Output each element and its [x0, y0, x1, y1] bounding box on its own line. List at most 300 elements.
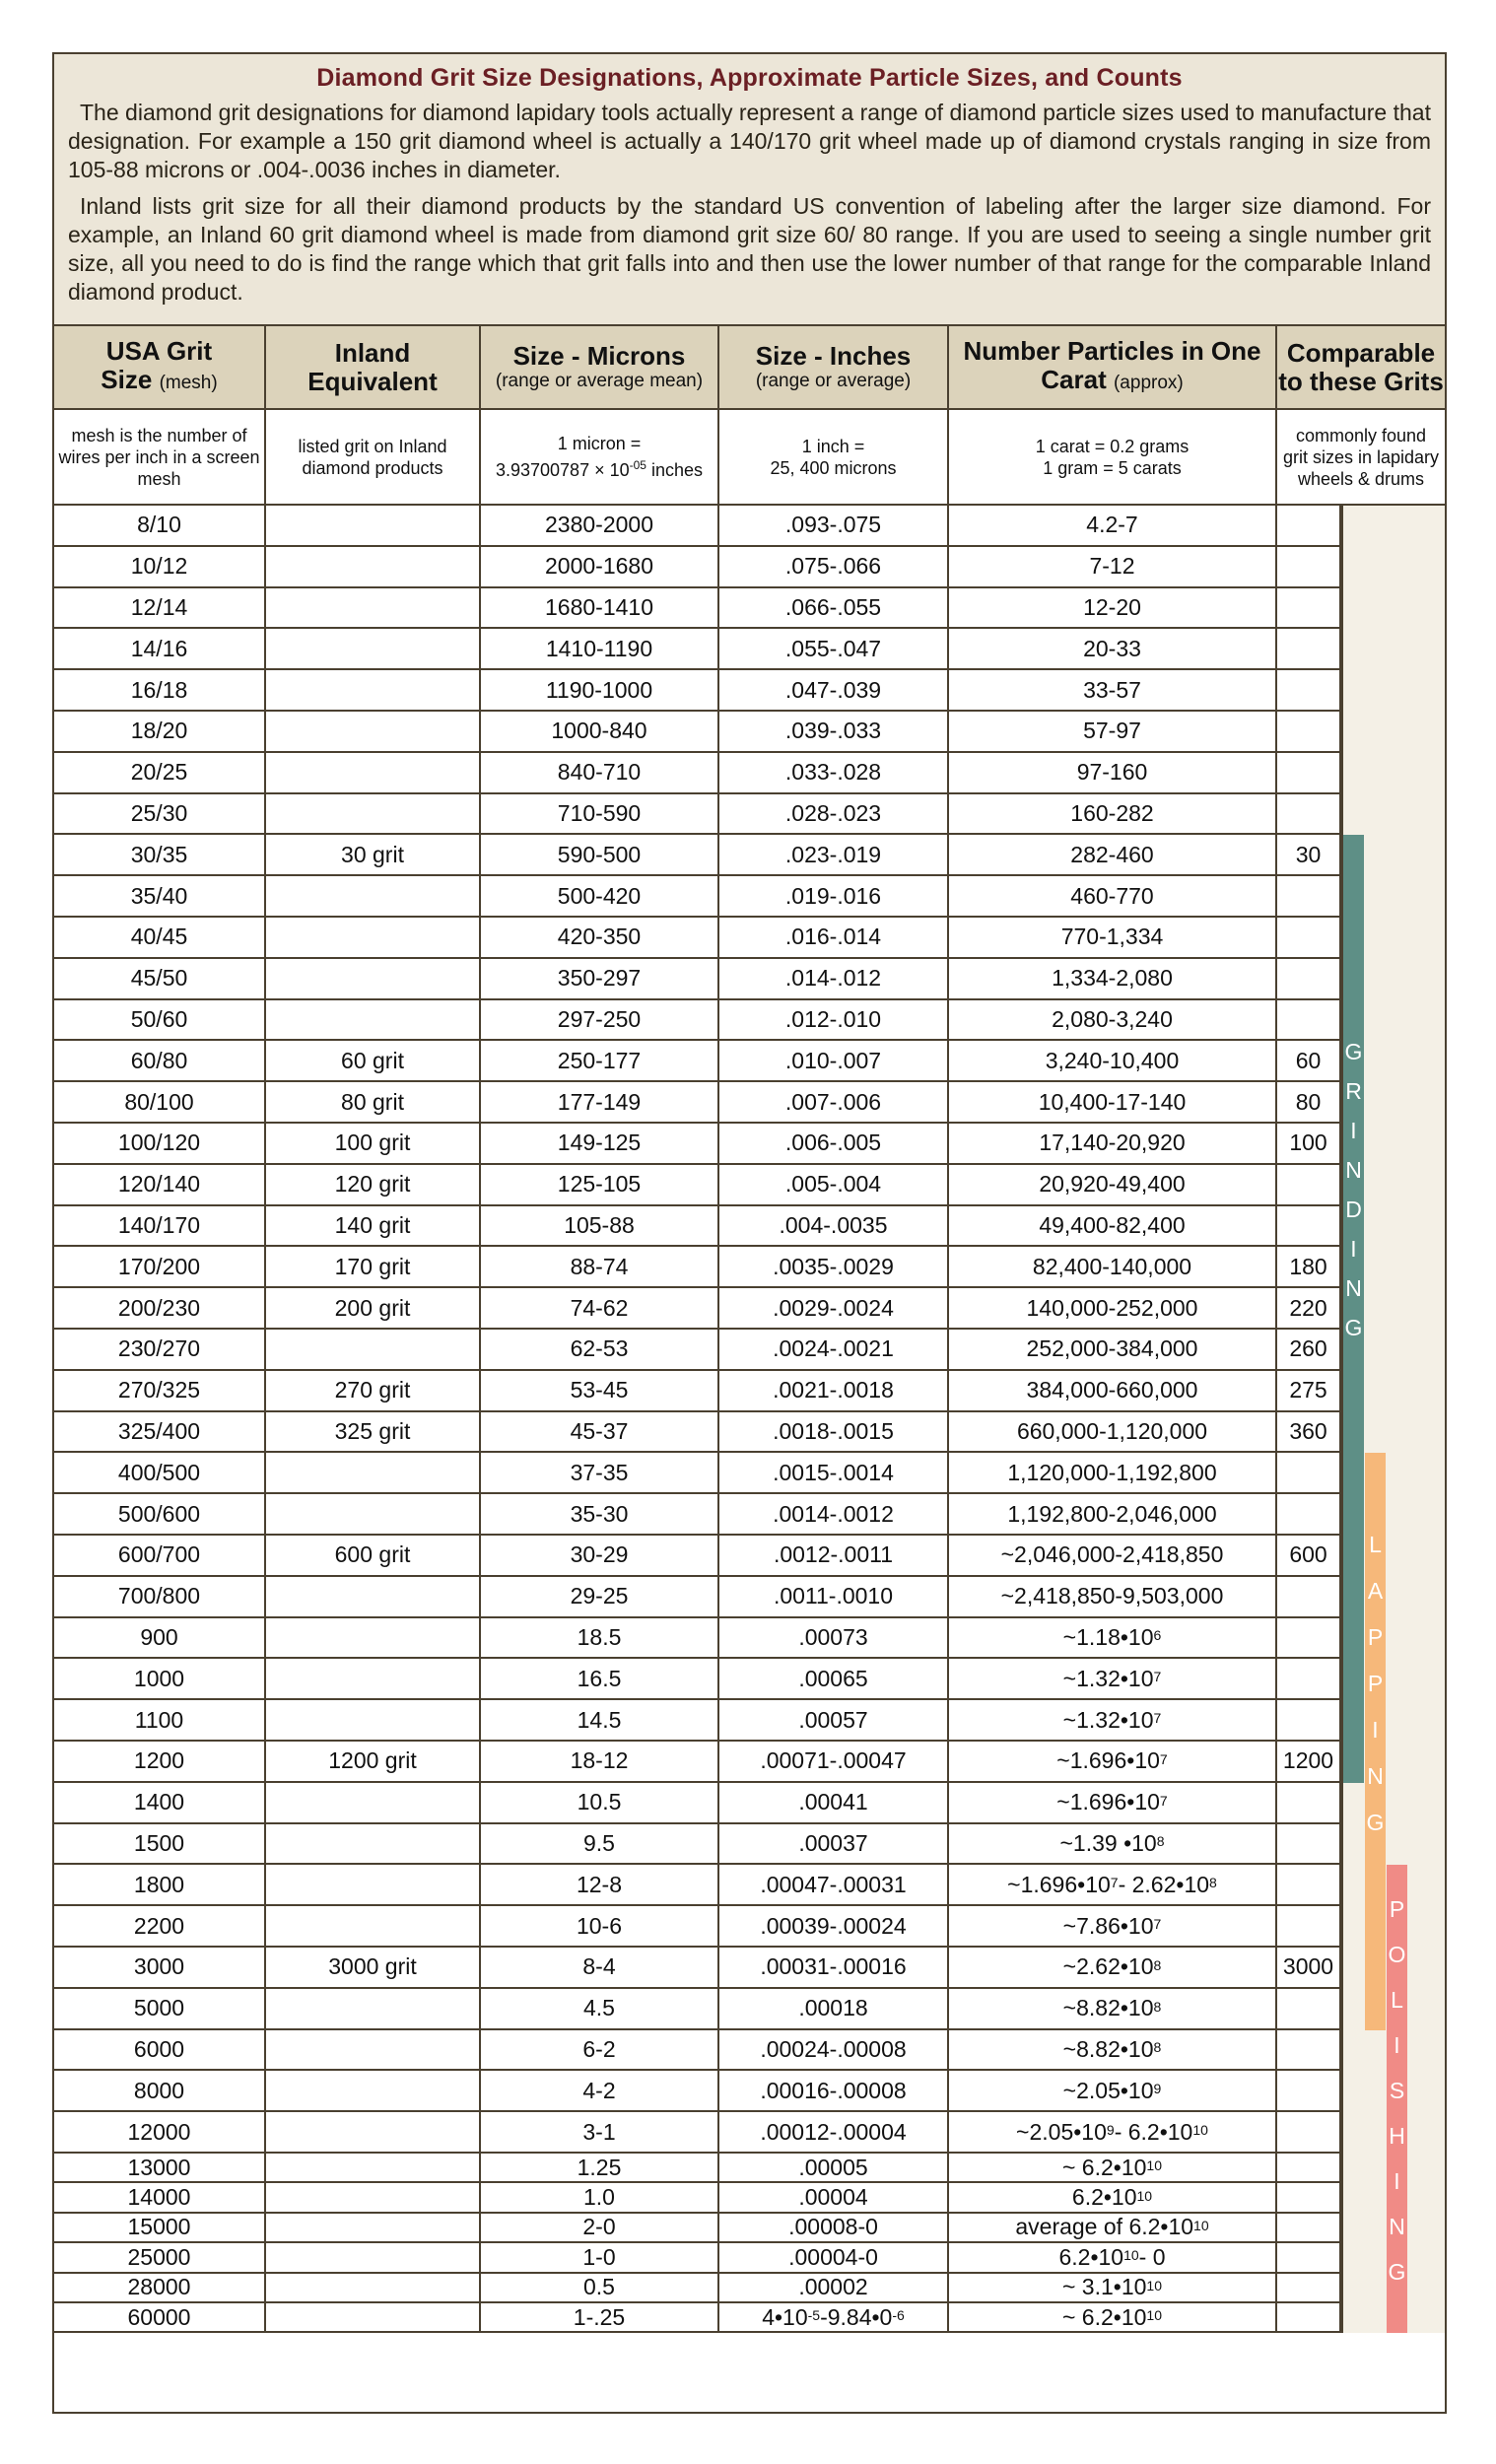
- header-inland-title: Inland: [334, 337, 411, 368]
- table-row: [54, 1700, 1445, 1742]
- microns-cell: 74-62: [481, 1288, 719, 1328]
- table-row: [54, 1330, 1445, 1371]
- comparable-cell: 3000: [1277, 1948, 1341, 1987]
- microns-cell: 297-250: [481, 1000, 719, 1040]
- polishing-band-letter: O: [1388, 1942, 1406, 1968]
- table-row: [54, 1247, 1445, 1288]
- lapping-band-letter: P: [1367, 1671, 1384, 1697]
- inches-cell: .0014-.0012: [719, 1494, 949, 1534]
- microns-cell: 1000-840: [481, 712, 719, 751]
- particles-cell: ~1.696•10 $^7$ - 2.62•10 $^8$: [949, 1865, 1277, 1904]
- inland-cell: [266, 547, 481, 586]
- header-particles-title2: Carat: [1041, 365, 1107, 394]
- inches-cell: .00024-.00008: [719, 2030, 949, 2070]
- intro-paragraph-2: Inland lists grit size for all their diamond products by the standard US convention of labeling after the larger size diamond. For example, an Inland 60 grit diamond wheel is made from diamond grit size 60/ 80 range. If you are used to seeing a single number grit size, all you need to do is find the range which that grit falls into and then use the lower number of that range for the comparable Inland diamond product.: [68, 193, 1431, 305]
- grit-cell: 35/40: [54, 876, 266, 916]
- header-inland-title2: Equivalent: [307, 366, 438, 396]
- particles-cell: average of 6.2•10 $^{10}$: [949, 2214, 1277, 2241]
- comparable-cell: 220: [1277, 1288, 1341, 1328]
- microns-cell: 840-710: [481, 753, 719, 792]
- grit-cell: 25000: [54, 2243, 266, 2271]
- inland-cell: 600 grit: [266, 1536, 481, 1575]
- grit-cell: 80/100: [54, 1082, 266, 1122]
- inches-cell: .023-.019: [719, 835, 949, 874]
- inland-cell: 30 grit: [266, 835, 481, 874]
- particles-cell: ~2.05•10 $^9$: [949, 2071, 1277, 2110]
- inches-cell: .00016-.00008: [719, 2071, 949, 2110]
- microns-cell: 105-88: [481, 1206, 719, 1246]
- particles-cell: ~1.39 •10 $^8$: [949, 1824, 1277, 1864]
- inches-cell: .010-.007: [719, 1041, 949, 1080]
- particles-cell: 82,400-140,000: [949, 1247, 1277, 1286]
- header-particles: [949, 326, 1277, 408]
- comparable-cell: 60: [1277, 1041, 1341, 1080]
- microns-cell: 0.5: [481, 2274, 719, 2301]
- particles-cell: 252,000-384,000: [949, 1330, 1277, 1369]
- microns-cell: 350-297: [481, 959, 719, 998]
- grinding-band-letter: R: [1345, 1078, 1362, 1105]
- inches-cell: .014-.012: [719, 959, 949, 998]
- table-row: [54, 876, 1445, 918]
- table-row: [54, 959, 1445, 1000]
- table-row: [54, 629, 1445, 670]
- table-header: [54, 326, 1445, 410]
- particles-cell: ~1.18•10 $^6$: [949, 1618, 1277, 1658]
- inches-cell: .005-.004: [719, 1165, 949, 1204]
- particles-cell: 6.2•10 $^{10}$: [949, 2183, 1277, 2211]
- lapping-band-letter: L: [1369, 1532, 1382, 1558]
- comparable-cell: [1277, 918, 1341, 957]
- polishing-band-letter: G: [1388, 2259, 1406, 2286]
- inches-cell: .00071-.00047: [719, 1742, 949, 1781]
- table-row: [54, 1082, 1445, 1124]
- microns-cell: 590-500: [481, 835, 719, 874]
- particles-cell: ~2,418,850-9,503,000: [949, 1577, 1277, 1616]
- inland-cell: [266, 1700, 481, 1740]
- inches-cell: .0015-.0014: [719, 1453, 949, 1492]
- grit-cell: 60000: [54, 2303, 266, 2331]
- comparable-cell: [1277, 1618, 1341, 1658]
- polishing-band-letter: S: [1389, 2078, 1405, 2104]
- microns-cell: 2000-1680: [481, 547, 719, 586]
- inland-cell: [266, 1000, 481, 1040]
- inland-cell: 80 grit: [266, 1082, 481, 1122]
- inches-cell: .028-.023: [719, 794, 949, 834]
- particles-cell: ~1.32•10 $^7$: [949, 1700, 1277, 1740]
- inland-cell: 270 grit: [266, 1371, 481, 1410]
- grinding-band-letter: G: [1344, 1039, 1363, 1065]
- microns-cell: 2380-2000: [481, 506, 719, 545]
- particles-cell: 2,080-3,240: [949, 1000, 1277, 1040]
- microns-cell: 177-149: [481, 1082, 719, 1122]
- microns-cell: 500-420: [481, 876, 719, 916]
- comparable-cell: [1277, 753, 1341, 792]
- table-row: [54, 1865, 1445, 1906]
- inland-cell: [266, 670, 481, 710]
- comparable-cell: [1277, 712, 1341, 751]
- inches-cell: .0035-.0029: [719, 1247, 949, 1286]
- microns-cell: 2-0: [481, 2214, 719, 2241]
- microns-cell: 1.25: [481, 2154, 719, 2181]
- grit-cell: 100/120: [54, 1124, 266, 1163]
- inches-cell: .00002: [719, 2274, 949, 2301]
- table-row: [54, 1536, 1445, 1577]
- subheader-inches-line1: 1 inch =: [801, 436, 865, 456]
- header-microns-sub: (range or average mean): [495, 371, 704, 391]
- page-title: Diamond Grit Size Designations, Approximate Particle Sizes, and Counts: [316, 64, 1183, 92]
- table-row: [54, 835, 1445, 876]
- inland-cell: [266, 2243, 481, 2271]
- microns-cell: 29-25: [481, 1577, 719, 1616]
- comparable-cell: 1200: [1277, 1742, 1341, 1781]
- grit-cell: 45/50: [54, 959, 266, 998]
- particles-cell: 384,000-660,000: [949, 1371, 1277, 1410]
- comparable-cell: 180: [1277, 1247, 1341, 1286]
- inland-cell: [266, 712, 481, 751]
- microns-cell: 8-4: [481, 1948, 719, 1987]
- inches-cell: .00012-.00004: [719, 2112, 949, 2152]
- grit-cell: 14000: [54, 2183, 266, 2211]
- comparable-cell: 360: [1277, 1412, 1341, 1452]
- table-row: [54, 2214, 1445, 2243]
- inches-cell: .055-.047: [719, 629, 949, 668]
- comparable-cell: 30: [1277, 835, 1341, 874]
- comparable-cell: [1277, 588, 1341, 628]
- header-usa-grit-title: USA Grit: [105, 336, 213, 366]
- inland-cell: [266, 2112, 481, 2152]
- grit-cell: 600/700: [54, 1536, 266, 1575]
- particles-cell: 3,240-10,400: [949, 1041, 1277, 1080]
- particles-cell: 282-460: [949, 835, 1277, 874]
- inches-cell: .00041: [719, 1783, 949, 1822]
- grit-cell: 30/35: [54, 835, 266, 874]
- particles-cell: 33-57: [949, 670, 1277, 710]
- grit-cell: 700/800: [54, 1577, 266, 1616]
- polishing-band-letter: L: [1391, 1987, 1403, 2014]
- inches-cell: .039-.033: [719, 712, 949, 751]
- inches-cell: .00065: [719, 1659, 949, 1698]
- table-row: [54, 2071, 1445, 2112]
- header-inland: [266, 326, 481, 408]
- particles-cell: 7-12: [949, 547, 1277, 586]
- microns-cell: 12-8: [481, 1865, 719, 1904]
- microns-cell: 10.5: [481, 1783, 719, 1822]
- particles-cell: ~8.82•10 $^8$: [949, 1989, 1277, 2028]
- inland-cell: [266, 1494, 481, 1534]
- comparable-cell: 260: [1277, 1330, 1341, 1369]
- microns-cell: 45-37: [481, 1412, 719, 1452]
- table-row: [54, 2112, 1445, 2154]
- table-row: [54, 1783, 1445, 1824]
- table-row: [54, 506, 1445, 547]
- microns-cell: 53-45: [481, 1371, 719, 1410]
- subheader-carat-line2: 1 gram = 5 carats: [1043, 457, 1182, 478]
- grit-cell: 20/25: [54, 753, 266, 792]
- microns-cell: 88-74: [481, 1247, 719, 1286]
- grit-cell: 14/16: [54, 629, 266, 668]
- comparable-cell: [1277, 1165, 1341, 1204]
- comparable-cell: [1277, 2303, 1341, 2331]
- microns-cell: 1410-1190: [481, 629, 719, 668]
- inland-cell: [266, 959, 481, 998]
- inches-cell: .019-.016: [719, 876, 949, 916]
- microns-cell: 3-1: [481, 2112, 719, 2152]
- table-row: [54, 2303, 1445, 2333]
- subheader-microns-line2: 3.93700787 × 10: [495, 460, 630, 480]
- inland-cell: [266, 2154, 481, 2181]
- grinding-band-letter: N: [1345, 1275, 1362, 1302]
- particles-cell: 20-33: [949, 629, 1277, 668]
- inches-cell: .0021-.0018: [719, 1371, 949, 1410]
- microns-cell: 4-2: [481, 2071, 719, 2110]
- comparable-cell: [1277, 1659, 1341, 1698]
- comparable-cell: [1277, 1989, 1341, 2028]
- comparable-cell: [1277, 794, 1341, 834]
- lapping-band-letter: A: [1367, 1578, 1384, 1605]
- inches-cell: .00004-0: [719, 2243, 949, 2271]
- table-row: [54, 1041, 1445, 1082]
- table-subheader: [54, 410, 1445, 506]
- header-particles-sub: (approx): [1113, 373, 1184, 393]
- polishing-band-letter: H: [1389, 2123, 1405, 2150]
- header-inches-title: Size - Inches: [755, 341, 912, 371]
- microns-cell: 37-35: [481, 1453, 719, 1492]
- inches-cell: .00073: [719, 1618, 949, 1658]
- table-row: [54, 1906, 1445, 1948]
- inches-cell: .012-.010: [719, 1000, 949, 1040]
- microns-cell: 1190-1000: [481, 670, 719, 710]
- comparable-cell: [1277, 2030, 1341, 2070]
- inland-cell: [266, 2071, 481, 2110]
- grit-cell: 230/270: [54, 1330, 266, 1369]
- inches-cell: .006-.005: [719, 1124, 949, 1163]
- grit-cell: 1800: [54, 1865, 266, 1904]
- grit-cell: 12/14: [54, 588, 266, 628]
- grit-cell: 500/600: [54, 1494, 266, 1534]
- inches-cell: .016-.014: [719, 918, 949, 957]
- microns-cell: 1-.25: [481, 2303, 719, 2331]
- table-row: [54, 1412, 1445, 1454]
- inches-cell: .0012-.0011: [719, 1536, 949, 1575]
- inches-cell: .00018: [719, 1989, 949, 2028]
- comparable-cell: [1277, 1000, 1341, 1040]
- subheader-inland: listed grit on Inland diamond products: [266, 410, 481, 504]
- inland-cell: [266, 918, 481, 957]
- table-row: [54, 1165, 1445, 1206]
- microns-cell: 14.5: [481, 1700, 719, 1740]
- grit-cell: 15000: [54, 2214, 266, 2241]
- microns-cell: 1-0: [481, 2243, 719, 2271]
- inland-cell: [266, 1330, 481, 1369]
- inches-cell: .066-.055: [719, 588, 949, 628]
- particles-cell: 1,334-2,080: [949, 959, 1277, 998]
- particles-cell: 770-1,334: [949, 918, 1277, 957]
- subheader-inches-line2: 25, 400 microns: [770, 457, 897, 478]
- particles-cell: ~7.86•10 $^7$: [949, 1906, 1277, 1946]
- comparable-cell: [1277, 2112, 1341, 2152]
- comparable-cell: [1277, 959, 1341, 998]
- particles-cell: ~8.82•10 $^8$: [949, 2030, 1277, 2070]
- inland-cell: 100 grit: [266, 1124, 481, 1163]
- inland-cell: [266, 2274, 481, 2301]
- table-row: [54, 1948, 1445, 1989]
- grit-table-sheet: [52, 52, 1447, 2414]
- grinding-band-letter: D: [1345, 1197, 1362, 1223]
- particles-cell: 10,400-17-140: [949, 1082, 1277, 1122]
- comparable-cell: [1277, 1700, 1341, 1740]
- inland-cell: [266, 876, 481, 916]
- intro-paragraph-1: The diamond grit designations for diamond lapidary tools actually represent a range of diamond particle sizes used to manufacture that designation. For example a 150 grit diamond wheel is actually a 140/170 grit wheel made up of diamond crystals ranging in size from 105-88 microns or .004-.0036 inches in diameter.: [68, 100, 1431, 182]
- header-inches: [719, 326, 949, 408]
- particles-cell: 12-20: [949, 588, 1277, 628]
- table-row: [54, 1659, 1445, 1700]
- header-usa-grit-sub: (mesh): [159, 373, 218, 393]
- inland-cell: 60 grit: [266, 1041, 481, 1080]
- inland-cell: [266, 588, 481, 628]
- comparable-cell: 100: [1277, 1124, 1341, 1163]
- microns-cell: 4.5: [481, 1989, 719, 2028]
- microns-cell: 710-590: [481, 794, 719, 834]
- particles-cell: ~1.696•10 $^7$: [949, 1783, 1277, 1822]
- grit-cell: 1400: [54, 1783, 266, 1822]
- inland-cell: [266, 2214, 481, 2241]
- polishing-band-letter: P: [1389, 1896, 1405, 1923]
- inland-cell: [266, 629, 481, 668]
- grit-cell: 40/45: [54, 918, 266, 957]
- grit-cell: 8000: [54, 2071, 266, 2110]
- polishing-band: [1387, 1865, 1407, 2333]
- lapping-band-letter: N: [1367, 1763, 1384, 1790]
- subheader-mesh: mesh is the number of wires per inch in a screen mesh: [54, 410, 266, 504]
- inches-cell: .0024-.0021: [719, 1330, 949, 1369]
- comparable-cell: [1277, 2243, 1341, 2271]
- comparable-cell: [1277, 506, 1341, 545]
- header-comparable-title2: to these Grits: [1278, 366, 1444, 396]
- grit-cell: 18/20: [54, 712, 266, 751]
- particles-cell: 1,120,000-1,192,800: [949, 1453, 1277, 1492]
- grit-cell: 60/80: [54, 1041, 266, 1080]
- microns-cell: 1.0: [481, 2183, 719, 2211]
- subheader-microns-exponent: -05: [629, 458, 646, 472]
- grit-cell: 2200: [54, 1906, 266, 1946]
- inches-cell: .0011-.0010: [719, 1577, 949, 1616]
- inland-cell: [266, 1659, 481, 1698]
- comparable-cell: 600: [1277, 1536, 1341, 1575]
- comparable-cell: [1277, 629, 1341, 668]
- grit-cell: 1200: [54, 1742, 266, 1781]
- particles-cell: 140,000-252,000: [949, 1288, 1277, 1328]
- table-row: [54, 1742, 1445, 1783]
- subheader-microns-line1: 1 micron =: [557, 434, 642, 453]
- inches-cell: .075-.066: [719, 547, 949, 586]
- microns-cell: 18.5: [481, 1618, 719, 1658]
- particles-cell: 20,920-49,400: [949, 1165, 1277, 1204]
- subheader-comparable: commonly found grit sizes in lapidary wheels & drums: [1282, 425, 1440, 489]
- particles-cell: ~ 3.1•10 $^{10}$: [949, 2274, 1277, 2301]
- table-row: [54, 1577, 1445, 1618]
- table-row: [54, 2274, 1445, 2303]
- inches-cell: .00004: [719, 2183, 949, 2211]
- grit-cell: 270/325: [54, 1371, 266, 1410]
- comparable-cell: [1277, 1494, 1341, 1534]
- microns-cell: 18-12: [481, 1742, 719, 1781]
- lapping-band-letter: P: [1367, 1624, 1384, 1651]
- inland-cell: [266, 1824, 481, 1864]
- subheader-microns-unit: inches: [646, 460, 704, 480]
- grit-cell: 140/170: [54, 1206, 266, 1246]
- grit-cell: 13000: [54, 2154, 266, 2181]
- microns-cell: 9.5: [481, 1824, 719, 1864]
- particles-cell: ~2.05•10 $^9$ - 6.2•10 $^{10}$: [949, 2112, 1277, 2152]
- grit-cell: 28000: [54, 2274, 266, 2301]
- polishing-band-letter: N: [1389, 2214, 1405, 2240]
- grit-cell: 12000: [54, 2112, 266, 2152]
- inland-cell: 140 grit: [266, 1206, 481, 1246]
- microns-cell: 149-125: [481, 1124, 719, 1163]
- comparable-cell: [1277, 1577, 1341, 1616]
- grinding-band-letter: I: [1350, 1118, 1357, 1144]
- inland-cell: [266, 753, 481, 792]
- particles-cell: ~ 6.2•10 $^{10}$: [949, 2154, 1277, 2181]
- inches-cell: .047-.039: [719, 670, 949, 710]
- inland-cell: [266, 2303, 481, 2331]
- inland-cell: [266, 1783, 481, 1822]
- inland-cell: [266, 506, 481, 545]
- inches-cell: .00057: [719, 1700, 949, 1740]
- subheader-carat: [949, 410, 1277, 504]
- subheader-carat-line1: 1 carat = 0.2 grams: [1035, 436, 1190, 456]
- grinding-band-letter: N: [1345, 1157, 1362, 1184]
- inland-cell: [266, 2183, 481, 2211]
- comparable-cell: [1277, 670, 1341, 710]
- comparable-cell: [1277, 2071, 1341, 2110]
- inland-cell: 3000 grit: [266, 1948, 481, 1987]
- grit-cell: 8/10: [54, 506, 266, 545]
- table-row: [54, 2183, 1445, 2213]
- grit-cell: 3000: [54, 1948, 266, 1987]
- table-row: [54, 794, 1445, 836]
- table-row: [54, 1206, 1445, 1248]
- microns-cell: 420-350: [481, 918, 719, 957]
- subheader-inches: [719, 410, 949, 504]
- grit-cell: 170/200: [54, 1247, 266, 1286]
- particles-cell: ~1.696•10 $^7$: [949, 1742, 1277, 1781]
- particles-cell: 1,192,800-2,046,000: [949, 1494, 1277, 1534]
- particles-cell: 57-97: [949, 712, 1277, 751]
- grit-cell: 120/140: [54, 1165, 266, 1204]
- comparable-cell: [1277, 2154, 1341, 2181]
- inches-cell: .007-.006: [719, 1082, 949, 1122]
- grinding-band: [1343, 835, 1364, 1782]
- comparable-cell: [1277, 1783, 1341, 1822]
- lapping-band-letter: I: [1372, 1717, 1379, 1744]
- lapping-band: [1365, 1453, 1386, 2029]
- grit-cell: 6000: [54, 2030, 266, 2070]
- header-microns-title: Size - Microns: [512, 341, 686, 371]
- inches-cell: .00031-.00016: [719, 1948, 949, 1987]
- header-inches-sub: (range or average): [755, 371, 912, 391]
- table-row: [54, 1453, 1445, 1494]
- inches-cell: .00008-0: [719, 2214, 949, 2241]
- comparable-cell: 80: [1277, 1082, 1341, 1122]
- table-row: [54, 712, 1445, 753]
- intro-section: [54, 54, 1445, 326]
- microns-cell: 6-2: [481, 2030, 719, 2070]
- inches-cell: .00039-.00024: [719, 1906, 949, 1946]
- grit-cell: 900: [54, 1618, 266, 1658]
- comparable-cell: [1277, 876, 1341, 916]
- particles-cell: 49,400-82,400: [949, 1206, 1277, 1246]
